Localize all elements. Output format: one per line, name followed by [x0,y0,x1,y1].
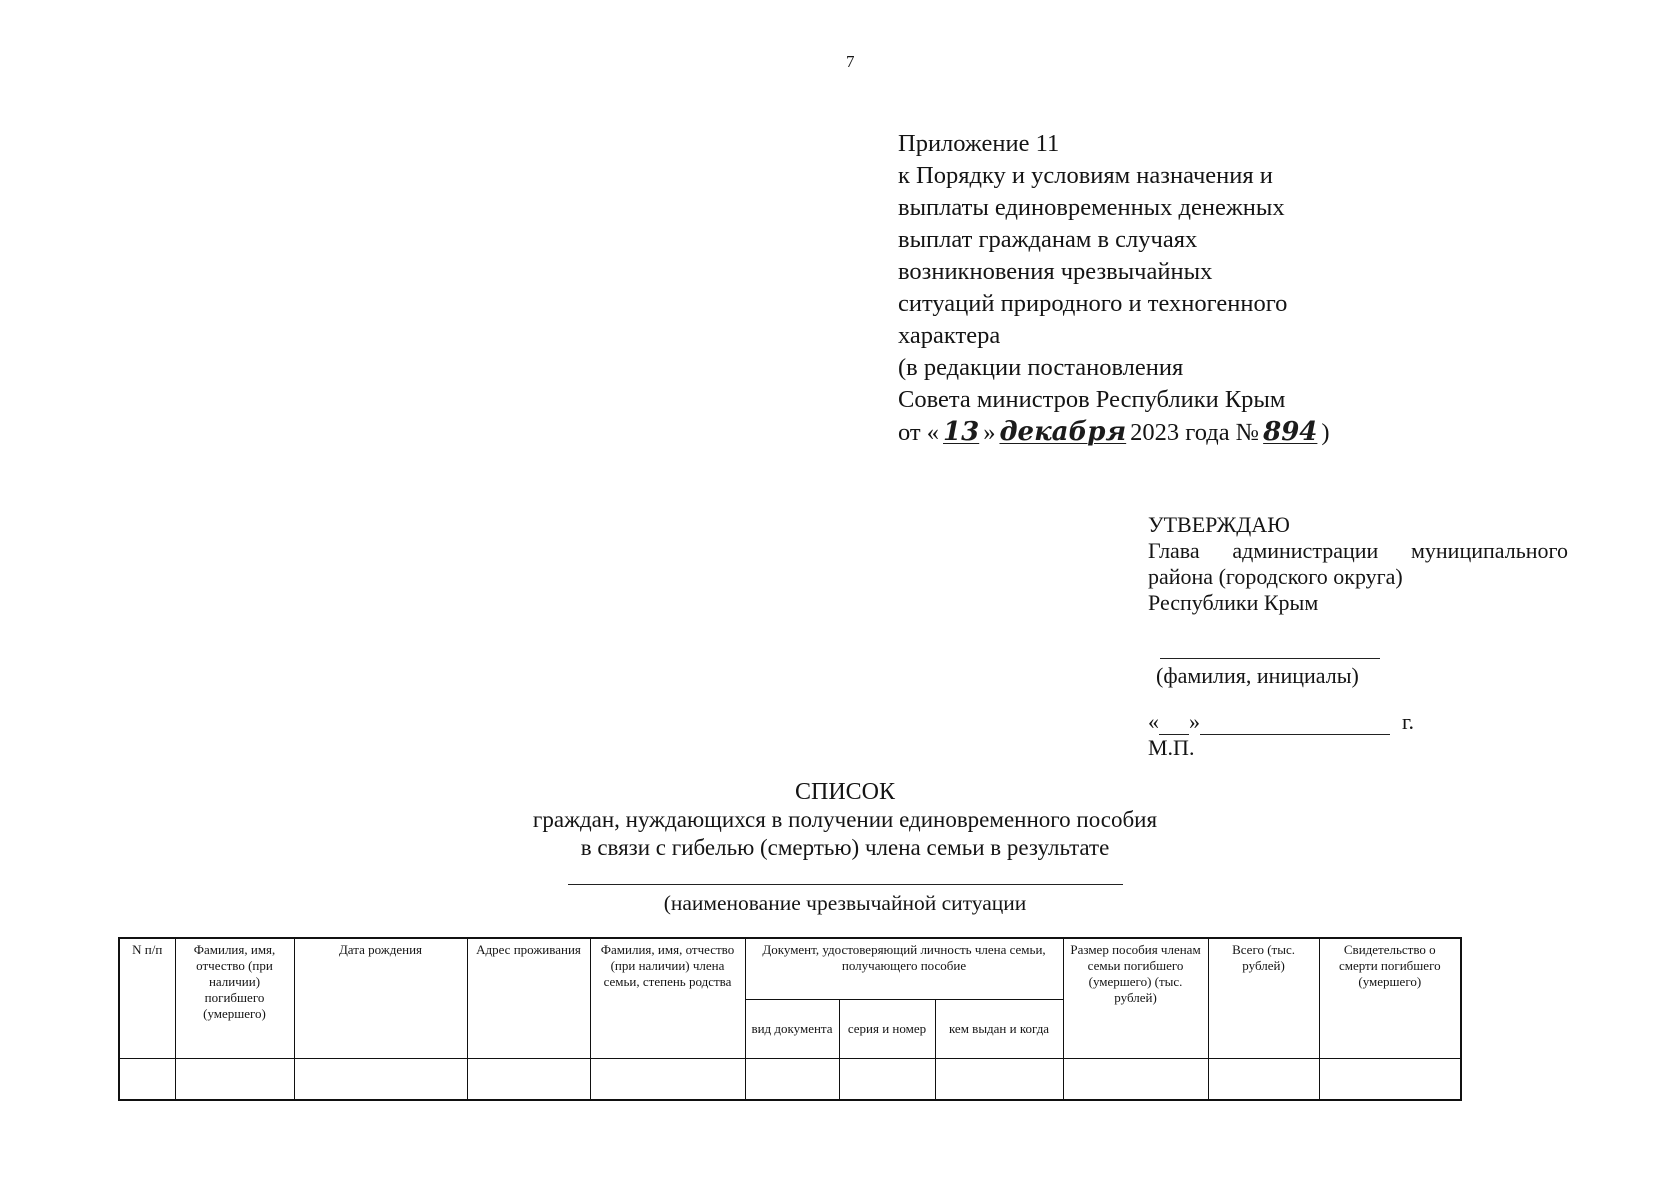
col-header-member-name: Фамилия, имя, отчество (при наличии) члена семьи, степень родства [590,938,745,1059]
col-header-address: Адрес проживания [467,938,590,1059]
table-cell [467,1059,590,1101]
table-cell [294,1059,467,1101]
col-header-birth-date: Дата рождения [294,938,467,1059]
table-cell [590,1059,745,1101]
col-header-deceased-name: Фамилия, имя, отчество (при наличии) погибшего (умершего) [175,938,294,1059]
table-cell [745,1059,839,1101]
appendix-line: (в редакции постановления [898,354,1184,381]
resolution-date-line [898,416,1418,449]
day-blank [1159,714,1189,735]
appendix-block [898,128,1418,449]
col-header-doc-series: серия и номер [839,1000,935,1059]
approval-date-row: « » г. [1148,709,1415,734]
year-text: 2023 года № [1130,419,1260,446]
approval-line: района (городского округа) [1148,564,1403,589]
appendix-line: выплат гражданам в случаях [898,226,1198,253]
list-subtitle: граждан, нуждающихся в получении единовременного пособия [532,807,1158,832]
table-cell [119,1059,175,1101]
signature-caption: (фамилия, инициалы) [1156,663,1359,688]
approval-line: Республики Крым [1148,590,1319,615]
col-header-death-certificate: Свидетельство о смерти погибшего (умершего) [1319,938,1461,1059]
approval-block [1148,512,1568,761]
table-cell [935,1059,1063,1101]
col-header-benefit-size: Размер пособия членам семьи погибшего (умершего) (тыс. рублей) [1063,938,1208,1059]
date-prefix: от « [898,419,940,446]
situation-caption: (наименование чрезвычайной ситуации [663,891,1027,915]
table-cell [175,1059,294,1101]
appendix-line: ситуаций природного и техногенного [898,290,1288,317]
table-cell [1319,1059,1461,1101]
handwritten-month: декабря [999,417,1127,447]
table-cell [839,1059,935,1101]
table-cell [1063,1059,1208,1101]
handwritten-day: 13 [943,417,980,447]
appendix-title: Приложение 11 [898,130,1060,157]
col-header-doc-type: вид документа [745,1000,839,1059]
list-header [300,778,1390,917]
list-title: СПИСОК [794,779,896,805]
appendix-line: возникновения чрезвычайных [898,258,1213,285]
appendix-line: выплаты единовременных денежных [898,194,1285,221]
situation-blank-line [568,884,1123,885]
appendix-line: к Порядку и условиям назначения и [898,162,1273,189]
col-header-doc-issued: кем выдан и когда [935,1000,1063,1059]
handwritten-number: 894 [1263,417,1318,447]
table-cell [1208,1059,1319,1101]
appendix-line: характера [898,322,1001,349]
appendix-line: Совета министров Республики Крым [898,386,1286,413]
table-row [119,1059,1461,1101]
date-quote: » [983,419,996,446]
close-paren: ) [1321,419,1330,446]
col-header-document-group: Документ, удостоверяющий личность члена семьи, получающего пособие [745,938,1063,1000]
month-year-blank [1200,714,1390,735]
page-number: 7 [846,52,855,71]
citizens-list-table [118,937,1462,1101]
approval-position-line: Глава администрации муниципального [1148,538,1568,563]
signature-line [1160,644,1380,659]
list-subtitle: в связи с гибелью (смертью) члена семьи в результате [580,835,1110,860]
approval-heading: УТВЕРЖДАЮ [1148,512,1290,537]
col-header-number: N п/п [119,938,175,1059]
seal-mark: М.П. [1148,735,1195,760]
col-header-total: Всего (тыс. рублей) [1208,938,1319,1059]
